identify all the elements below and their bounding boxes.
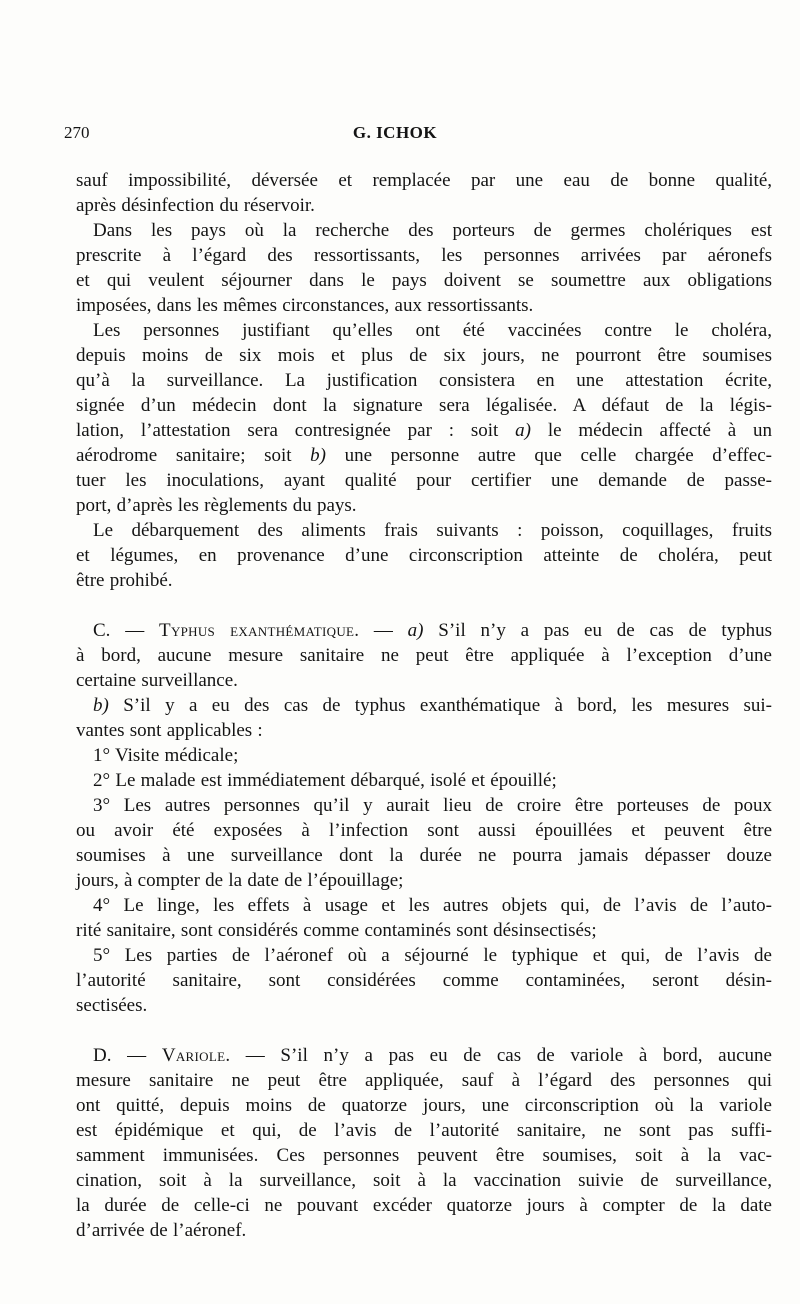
text-line <box>76 1168 772 1193</box>
paragraph <box>76 768 772 793</box>
text-line <box>76 1118 772 1143</box>
running-head-author: G. ICHOK <box>352 123 438 142</box>
section-cholera-continued <box>76 168 772 593</box>
enumeration-label: b) <box>310 445 326 466</box>
text-line <box>76 168 772 193</box>
text-run: ont quitté, depuis moins de quatorze jours, une circonscription où la variole <box>76 1095 772 1116</box>
text-run: signée d’un médecin dont la signature sera légalisée. A défaut de la légis- <box>76 395 772 416</box>
text-line <box>76 343 772 368</box>
text-run: 3° Les autres personnes qu’il y aurait lieu de croire être porteuses de poux <box>93 795 772 816</box>
text-line <box>76 518 772 543</box>
text-line <box>76 243 772 268</box>
paragraph <box>76 168 772 218</box>
text-line <box>76 268 772 293</box>
text-run: samment immunisées. Ces personnes peuvent être soumises, soit à la vac- <box>76 1145 772 1166</box>
paragraph <box>76 693 772 743</box>
text-line <box>76 393 772 418</box>
text-run: qu’à la surveillance. La justification consistera en une attestation écrite, <box>76 370 772 391</box>
text-run: une personne autre que celle chargée d’effec- <box>325 445 773 466</box>
text-line <box>76 768 772 793</box>
text-line <box>76 968 772 993</box>
text-run: tuer les inoculations, ayant qualité pour certifier une demande de passe- <box>76 470 772 491</box>
text-run: et légumes, en provenance d’une circonscription atteinte de choléra, peut <box>76 545 772 566</box>
paragraph <box>76 743 772 768</box>
text-line <box>76 493 772 518</box>
paragraph <box>76 218 772 318</box>
text-line <box>76 418 772 443</box>
text-run: 4° Le linge, les effets à usage et les autres objets qui, de l’avis de l’auto- <box>93 895 772 916</box>
paragraph <box>76 793 772 893</box>
text-line <box>76 193 772 218</box>
text-line <box>76 293 772 318</box>
text-run: . — S’il n’y a pas eu de cas de variole à bord, aucune <box>225 1045 772 1066</box>
enumeration-label: b) <box>93 695 109 716</box>
small-caps-heading: Typhus exanthématique <box>159 620 355 641</box>
text-line <box>76 443 772 468</box>
text-run: est épidémique et qui, de l’avis de l’autorité sanitaire, ne sont pas suffi- <box>76 1120 772 1141</box>
text-run: le médecin affecté à un <box>530 420 772 441</box>
paragraph <box>76 318 772 518</box>
text-run: certaine surveillance. <box>76 670 238 691</box>
text-line <box>76 368 772 393</box>
text-run: port, d’après les règlements du pays. <box>76 495 357 516</box>
enumeration-label: a) <box>407 620 424 641</box>
text-run: sauf impossibilité, déversée et remplacée par une eau de bonne qualité, <box>76 170 772 191</box>
text-line <box>76 1143 772 1168</box>
page-body <box>76 168 772 1243</box>
text-run: S’il y a eu des cas de typhus exanthématique à bord, les mesures sui- <box>108 695 772 716</box>
text-run: lation, l’attestation sera contresignée par : soit <box>76 420 516 441</box>
text-run: sectisées. <box>76 995 148 1016</box>
text-line <box>76 1043 772 1068</box>
text-line <box>76 993 772 1018</box>
text-line <box>76 468 772 493</box>
text-run: 2° Le malade est immédiatement débarqué, isolé et épouillé; <box>93 770 557 791</box>
text-run: . — <box>354 620 408 641</box>
page-header <box>0 120 800 145</box>
text-line <box>76 318 772 343</box>
text-run: ou avoir été exposées à l’infection sont aussi épouillées et peuvent être <box>76 820 772 841</box>
text-run: après désinfection du réservoir. <box>76 195 315 216</box>
small-caps-heading: Variole <box>161 1045 226 1066</box>
text-line <box>76 1218 772 1243</box>
enumeration-label: a) <box>515 420 531 441</box>
page-number: 270 <box>64 123 90 142</box>
text-run: à bord, aucune mesure sanitaire ne peut être appliquée à l’exception d’une <box>76 645 772 666</box>
text-line <box>76 793 772 818</box>
paragraph <box>76 943 772 1018</box>
section-d-variole <box>76 1043 772 1243</box>
text-run: D. — <box>93 1045 162 1066</box>
text-run: et qui veulent séjourner dans le pays doivent se soumettre aux obligations <box>76 270 772 291</box>
text-line <box>76 743 772 768</box>
text-line <box>76 818 772 843</box>
text-run: Les personnes justifiant qu’elles ont été vaccinées contre le choléra, <box>93 320 772 341</box>
text-run: imposées, dans les mêmes circonstances, aux ressortissants. <box>76 295 534 316</box>
text-line <box>76 618 772 643</box>
text-run: mesure sanitaire ne peut être appliquée, sauf à l’égard des personnes qui <box>76 1070 772 1091</box>
text-run: vantes sont applicables : <box>76 720 263 741</box>
text-line <box>76 918 772 943</box>
text-run: 1° Visite médicale; <box>93 745 239 766</box>
text-run: S’il n’y a pas eu de cas de typhus <box>423 620 773 641</box>
text-line <box>76 893 772 918</box>
text-run: 5° Les parties de l’aéronef où a séjourné le typhique et qui, de l’avis de <box>93 945 772 966</box>
text-run: rité sanitaire, sont considérés comme contaminés sont désinsectisés; <box>76 920 597 941</box>
text-line <box>76 668 772 693</box>
text-run: la durée de celle-ci ne pouvant excéder quatorze jours à compter de la date <box>76 1195 772 1216</box>
text-line <box>76 718 772 743</box>
paragraph <box>76 618 772 693</box>
text-run: jours, à compter de la date de l’épouillage; <box>76 870 404 891</box>
text-run: Le débarquement des aliments frais suivants : poisson, coquillages, fruits <box>93 520 772 541</box>
text-line <box>76 543 772 568</box>
text-run: être prohibé. <box>76 570 173 591</box>
text-run: Dans les pays où la recherche des porteurs de germes cholériques est <box>93 220 772 241</box>
text-run: C. — <box>93 620 160 641</box>
section-c-typhus-exanthematique <box>76 618 772 1018</box>
text-line <box>76 943 772 968</box>
paragraph <box>76 518 772 593</box>
text-run: aérodrome sanitaire; soit <box>76 445 311 466</box>
text-line <box>76 693 772 718</box>
text-line <box>76 568 772 593</box>
paragraph <box>76 1043 772 1243</box>
text-line <box>76 1093 772 1118</box>
text-run: soumises à une surveillance dont la durée ne pourra jamais dépasser douze <box>76 845 772 866</box>
text-run: d’arrivée de l’aéronef. <box>76 1220 247 1241</box>
text-line <box>76 1068 772 1093</box>
text-line <box>76 868 772 893</box>
text-run: cination, soit à la surveillance, soit à la vaccination suivie de surveillance, <box>76 1170 772 1191</box>
text-line <box>76 643 772 668</box>
text-run: l’autorité sanitaire, sont considérées comme contaminées, seront désin- <box>76 970 772 991</box>
text-line <box>76 843 772 868</box>
text-line <box>76 218 772 243</box>
paragraph <box>76 893 772 943</box>
text-run: prescrite à l’égard des ressortissants, les personnes arrivées par aéronefs <box>76 245 772 266</box>
text-line <box>76 1193 772 1218</box>
text-run: depuis moins de six mois et plus de six jours, ne pourront être soumises <box>76 345 772 366</box>
